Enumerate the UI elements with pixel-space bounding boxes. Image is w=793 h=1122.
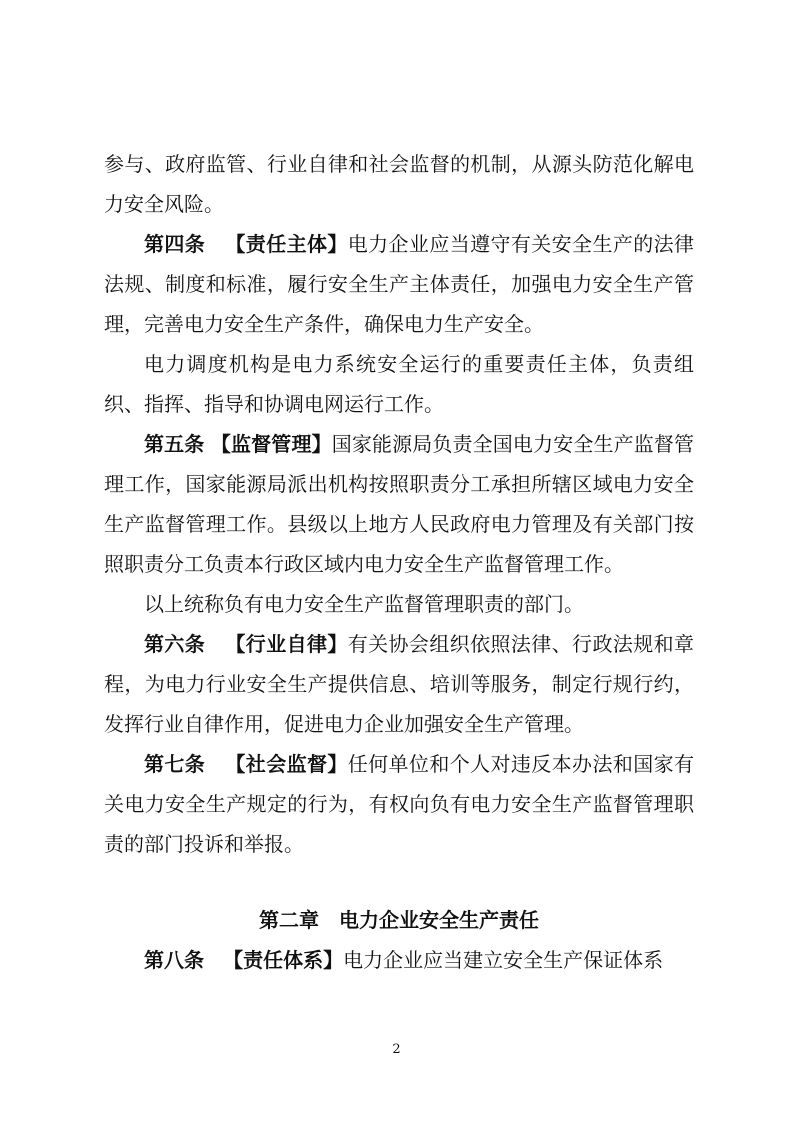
article-tag: 【行业自律】 <box>225 632 348 656</box>
article-text: 有关协会组织依照法律、行政法规和章程，为电力行业安全生产提供信息、培训等服务，制定行规行约，发挥行业自律作用，促进电力企业加强安全生产管理。 <box>104 632 695 736</box>
article-tag: 【社会监督】 <box>225 752 348 776</box>
article-6 <box>104 624 694 744</box>
article-8 <box>104 940 694 980</box>
article-text: 电力企业应当建立安全生产保证体系 <box>343 948 664 972</box>
article-number: 第五条 <box>144 432 205 456</box>
article-tag: 【责任主体】 <box>225 232 348 256</box>
paragraph-text: 电力调度机构是电力系统安全运行的重要责任主体，负责组织、指挥、指导和协调电网运行工作。 <box>104 352 694 416</box>
article-number: 第六条 <box>144 632 206 656</box>
chapter-heading: 第二章 电力企业安全生产责任 <box>259 908 539 932</box>
article-4 <box>104 224 694 344</box>
paragraph-text: 参与、政府监管、行业自律和社会监督的机制，从源头防范化解电力安全风险。 <box>104 152 694 216</box>
paragraph-text: 以上统称负有电力安全生产监督管理职责的部门。 <box>144 592 584 616</box>
article-text: 电力企业应当遵守有关安全生产的法律法规、制度和标准，履行安全生产主体责任，加强电力安全生产管理，完善电力安全生产条件，确保电力生产安全。 <box>104 232 695 336</box>
article-tag: 【监督管理】 <box>210 432 332 456</box>
article-text: 任何单位和个人对违反本办法和国家有关电力安全生产规定的行为，有权向负有电力安全生产监督管理职责的部门投诉和举报。 <box>104 752 695 856</box>
article-5 <box>104 424 694 584</box>
article-number: 第八条 <box>144 948 204 972</box>
article-number: 第七条 <box>144 752 206 776</box>
article-number: 第四条 <box>144 232 206 256</box>
page-number: 2 <box>392 1042 401 1057</box>
article-tag: 【责任体系】 <box>223 948 344 972</box>
paragraph-continuation <box>104 144 694 224</box>
paragraph-summary <box>104 584 694 624</box>
paragraph-dispatch <box>104 344 694 424</box>
article-text: 国家能源局负责全国电力安全生产监督管理工作，国家能源局派出机构按照职责分工承担所辖区域电力安全生产监督管理工作。县级以上地方人民政府电力管理及有关部门按照职责分工负责本行政区域内电力安全生产监督管理工作。 <box>104 432 695 576</box>
article-7 <box>104 744 694 864</box>
document-body <box>104 144 694 980</box>
